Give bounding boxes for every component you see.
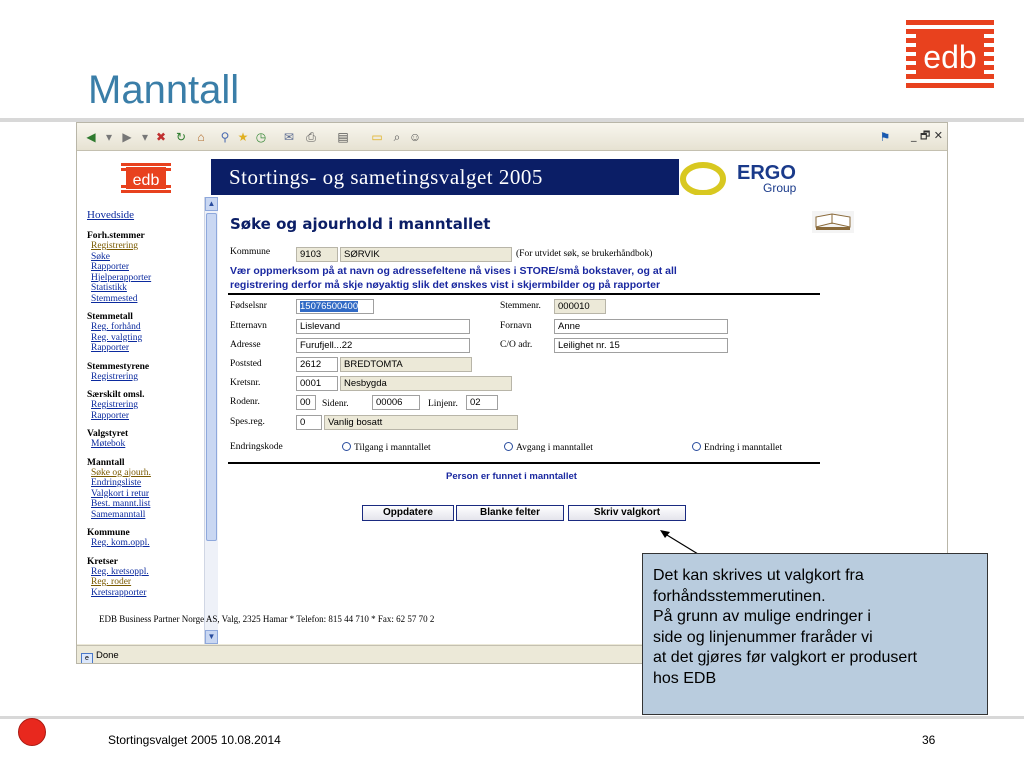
stemmenr-label: Stemmenr.	[500, 301, 541, 311]
nav-section-title: Særskilt omsl.	[87, 390, 145, 400]
nav-link[interactable]: Søke og ajourh.	[91, 467, 151, 478]
kommune-label: Kommune	[230, 247, 271, 257]
nav-section-title: Valgstyret	[87, 429, 129, 439]
refresh-icon[interactable]: ↻	[175, 130, 187, 144]
scroll-thumb[interactable]	[206, 213, 217, 541]
dropdown-arrow-icon[interactable]: ▾	[105, 130, 113, 144]
nav-home-link[interactable]: Hovedside	[87, 209, 135, 221]
clear-button[interactable]: Blanke felter	[456, 505, 564, 521]
forward-icon[interactable]: ▶	[122, 130, 132, 144]
nav-link[interactable]: Valgkort i retur	[91, 488, 150, 499]
nav-link[interactable]: Reg. roder	[91, 577, 132, 587]
edb-logo	[906, 20, 994, 90]
radio-label: Endring i manntallet	[704, 443, 783, 453]
fornavn-label: Fornavn	[500, 321, 532, 331]
nav-section-title: Manntall	[87, 457, 125, 468]
edb-logo-text: edb	[923, 39, 977, 75]
co-label: C/O adr.	[500, 340, 533, 350]
svg-text:Group: Group	[763, 181, 797, 195]
nav-link[interactable]: Reg. forhånd	[91, 322, 141, 332]
red-dot-icon	[18, 718, 46, 746]
svg-text:ERGO: ERGO	[737, 162, 796, 184]
callout-line: På grunn av mulige endringer i	[653, 608, 871, 625]
mail-icon[interactable]: ✉	[283, 130, 295, 144]
adresse-input[interactable]: Furufjell...22	[296, 338, 470, 353]
callout-line: Det kan skrives ut valgkort fra	[653, 567, 864, 584]
kretsnavn-field: Nesbygda	[340, 376, 512, 391]
krets-label: Kretsnr.	[230, 378, 261, 388]
history-icon[interactable]: ◷	[255, 130, 267, 144]
dropdown-arrow-icon[interactable]: ▾	[141, 130, 149, 144]
status-text: Done	[96, 650, 119, 661]
scroll-up-icon[interactable]: ▲	[205, 197, 218, 211]
browser-toolbar	[77, 123, 948, 151]
divider	[228, 293, 820, 295]
radio-label: Avgang i manntallet	[516, 443, 593, 453]
nav-section-title: Forh.stemmer	[87, 231, 145, 241]
page-title: Manntall	[88, 68, 240, 112]
nav-section-title: Kommune	[87, 528, 130, 538]
footer-text: Stortingsvalget 2005 10.08.2014	[108, 733, 281, 747]
messenger-icon[interactable]: ☺	[408, 130, 422, 144]
callout-line: forhåndsstemmerutinen.	[653, 587, 826, 605]
nav-link[interactable]: Endringsliste	[91, 478, 142, 488]
fodselsnr-input[interactable]	[296, 299, 374, 314]
page-number: 36	[922, 733, 936, 747]
poststed-label: Poststed	[230, 359, 262, 369]
edb-small-logo	[121, 163, 171, 193]
callout-line: at det gjøres før valgkort er produsert	[653, 649, 918, 666]
nav-link[interactable]: Møtebok	[91, 439, 126, 449]
svg-text:edb: edb	[132, 172, 160, 189]
linje-label: Linjenr.	[428, 399, 458, 409]
banner-title-text: Stortings- og sametingsvalget 2005	[229, 165, 543, 189]
nav-link[interactable]: Rapporter	[91, 410, 129, 421]
etternavn-label: Etternavn	[230, 321, 267, 331]
discuss-icon[interactable]: ▭	[371, 130, 383, 144]
radio-label: Tilgang i manntallet	[354, 443, 431, 453]
update-button[interactable]: Oppdatere	[362, 505, 454, 521]
stemmenr-field: 000010	[554, 299, 606, 314]
home-icon[interactable]: ⌂	[197, 130, 205, 144]
book-icon[interactable]	[812, 211, 854, 233]
endring-label: Endringskode	[230, 442, 283, 452]
etternavn-input[interactable]: Lislevand	[296, 319, 470, 334]
rode-label: Rodenr.	[230, 397, 260, 407]
spes-label: Spes.reg.	[230, 417, 265, 427]
spes-nr-input[interactable]: 0	[296, 415, 322, 430]
form-footer: EDB Business Partner Norge AS, Valg, 2325 Hamar * Telefon: 815 44 710 * Fax: 62 57 70 2	[99, 614, 435, 624]
nav-link[interactable]: Statistikk	[91, 283, 127, 293]
radio-avgang[interactable]	[504, 442, 593, 453]
nav-link[interactable]: Best. mannt.list	[91, 499, 151, 509]
nav-link[interactable]: Reg. kretsoppl.	[91, 566, 149, 577]
postnr-input[interactable]: 2612	[296, 357, 338, 372]
favorites-icon[interactable]: ★	[237, 130, 249, 144]
nav-link[interactable]: Hjelperapporter	[91, 272, 152, 283]
nav-section-title: Kretser	[87, 556, 118, 567]
ergo-logo	[679, 159, 947, 195]
nav-section-title: Stemmestyrene	[87, 361, 150, 372]
radio-circle-icon[interactable]	[342, 442, 351, 451]
edit-icon[interactable]: ▤	[337, 130, 349, 144]
callout-box	[642, 553, 988, 715]
banner-logo-area	[77, 153, 211, 197]
nav-link[interactable]: Samemanntall	[91, 509, 146, 520]
vertical-scrollbar[interactable]	[204, 197, 218, 644]
kretsnr-input[interactable]: 0001	[296, 376, 338, 391]
warning-line: registrering derfor må skje nøyaktig slik det ønskes vist i skjermbilder og på rapporter	[230, 279, 661, 291]
scroll-down-icon[interactable]: ▼	[205, 630, 218, 644]
co-input[interactable]: Leilighet nr. 15	[554, 338, 728, 353]
radio-endring[interactable]	[692, 442, 782, 453]
radio-circle-icon[interactable]	[692, 442, 701, 451]
kommune-name-field: SØRVIK	[340, 247, 512, 262]
kommune-nr-field: 9103	[296, 247, 338, 262]
linjenr-input[interactable]: 02	[466, 395, 498, 410]
print-icon[interactable]: ⎙	[306, 130, 316, 144]
radio-circle-icon[interactable]	[504, 442, 513, 451]
nav-link[interactable]: Rapporter	[91, 343, 129, 353]
nav-link[interactable]: Registrering	[91, 371, 138, 382]
ergo-logo-mark	[679, 159, 947, 195]
search-icon[interactable]: ⚲	[220, 130, 230, 144]
form-title: Søke og ajourhold i manntallet	[230, 215, 491, 233]
rodenr-input[interactable]: 00	[296, 395, 316, 410]
nav-link[interactable]: Rapporter	[91, 262, 129, 272]
callout-line: side og linjenummer fraråder vi	[653, 628, 873, 646]
banner-title	[211, 159, 679, 195]
nav-section-title: Stemmetall	[87, 312, 133, 322]
nav-link[interactable]: Registrering	[91, 400, 138, 410]
page-icon: e	[81, 653, 93, 664]
divider	[228, 462, 820, 464]
nav-link[interactable]: Stemmested	[91, 293, 138, 304]
window-controls[interactable]: _ 🗗 ✕	[910, 129, 943, 142]
nav-link[interactable]: Reg. valgting	[91, 332, 143, 343]
fodselsnr-label: Fødselsnr	[230, 301, 267, 311]
nav-link[interactable]: Reg. kom.oppl.	[91, 538, 150, 548]
status-message: Person er funnet i manntallet	[446, 471, 577, 482]
sidenr-input[interactable]: 00006	[372, 395, 420, 410]
research-icon[interactable]: ⌕	[393, 130, 401, 144]
kommune-hint: (For utvidet søk, se brukerhåndbok)	[516, 249, 653, 259]
nav-link[interactable]: Søke	[91, 251, 110, 262]
stop-icon[interactable]: ✖	[155, 130, 167, 144]
windows-logo-icon: ⚑	[879, 130, 891, 144]
warning-line: Vær oppmerksom på at navn og adressefeltene nå vises i STORE/små bokstaver, og at all	[230, 265, 677, 277]
nav-link[interactable]: Kretsrapporter	[91, 587, 147, 598]
fodselsnr-value: 15076500400	[300, 301, 359, 312]
print-card-button[interactable]: Skriv valgkort	[568, 505, 686, 521]
divider	[0, 716, 1024, 719]
back-icon[interactable]: ◀	[86, 130, 96, 144]
poststed-field: BREDTOMTA	[340, 357, 472, 372]
radio-tilgang[interactable]	[342, 442, 431, 453]
side-label: Sidenr.	[322, 399, 349, 409]
spes-text-field: Vanlig bosatt	[324, 415, 518, 430]
left-nav	[87, 209, 205, 639]
fornavn-input[interactable]: Anne	[554, 319, 728, 334]
callout-line: hos EDB	[653, 669, 717, 687]
nav-link[interactable]: Registrering	[91, 241, 138, 251]
adresse-label: Adresse	[230, 340, 261, 350]
